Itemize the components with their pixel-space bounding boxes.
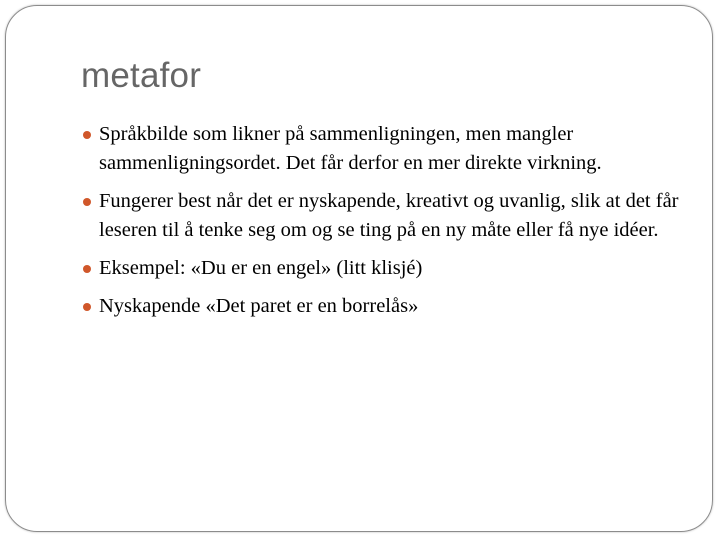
- bullet-dot-icon: [83, 265, 91, 273]
- list-item: [81, 187, 681, 245]
- bullet-dot-icon: [83, 131, 91, 139]
- list-item: [81, 120, 681, 178]
- list-item: [81, 254, 681, 283]
- bullet-text: Fungerer best når det er nyskapende, kreativt og uvanlig, slik at det får leseren til å tenke seg om og se ting på en ny måte eller få nye idéer.: [99, 190, 679, 241]
- bullet-text: Nyskapende «Det paret er en borrelås»: [99, 295, 419, 317]
- slide-title: metafor: [81, 56, 202, 95]
- bullet-dot-icon: [83, 198, 91, 206]
- bullet-list: [81, 120, 681, 330]
- bullet-text: Eksempel: «Du er en engel» (litt klisjé): [99, 257, 423, 279]
- bullet-text: Språkbilde som likner på sammenligningen, men mangler sammenligningsordet. Det får derfor en mer direkte virkning.: [99, 123, 602, 174]
- list-item: [81, 292, 681, 321]
- bullet-dot-icon: [83, 303, 91, 311]
